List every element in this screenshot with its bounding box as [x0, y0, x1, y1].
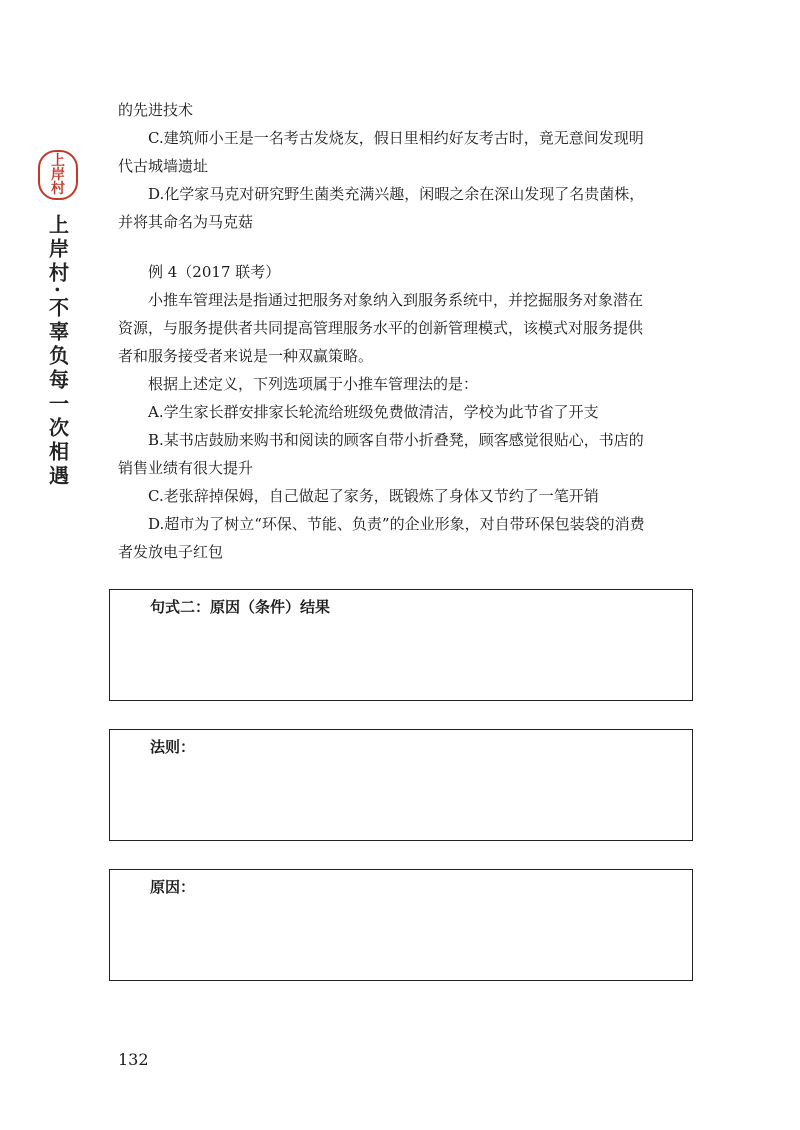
option-d: D.超市为了树立“环保、节能、负责”的企业形象，对自带环保包装袋的消费	[148, 515, 645, 533]
sidebar	[36, 150, 80, 489]
box-label: 句式二：原因（条件）结果	[150, 598, 331, 616]
page-number: 132	[118, 1050, 149, 1069]
sidebar-slogan: 上岸村·不辜负每一次相遇	[45, 214, 70, 489]
question-stem: 根据上述定义，下列选项属于小推车管理法的是：	[148, 375, 479, 393]
example-title: 例 4（2017 联考）	[148, 263, 281, 281]
box-label: 法则：	[150, 738, 196, 756]
seal-logo	[38, 150, 78, 200]
option-d-continued: 者发放电子红包	[118, 543, 224, 561]
notes-box-rule	[109, 729, 693, 841]
definition-line: 小推车管理法是指通过把服务对象纳入到服务系统中，并挖掘服务对象潜在	[148, 291, 644, 309]
seal-char: 岸	[51, 167, 65, 183]
page-content	[118, 96, 692, 566]
notes-box-reason	[109, 869, 693, 981]
definition-line: 资源，与服务提供者共同提高管理服务水平的创新管理模式，该模式对服务提供	[118, 319, 644, 337]
seal-char: 上	[51, 153, 65, 169]
option-c: C.老张辞掉保姆，自己做起了家务，既锻炼了身体又节约了一笔开销	[148, 487, 599, 505]
option-b-continued: 销售业绩有很大提升	[118, 459, 254, 477]
option-a: A.学生家长群安排家长轮流给班级免费做清洁，学校为此节省了开支	[148, 403, 599, 421]
box-label: 原因：	[150, 878, 196, 896]
text-line: 的先进技术	[118, 101, 194, 119]
notes-box-sentence-pattern	[109, 589, 693, 701]
option-b: B.某书店鼓励来购书和阅读的顾客自带小折叠凳，顾客感觉很贴心，书店的	[148, 431, 644, 449]
definition-line: 者和服务接受者来说是一种双赢策略。	[118, 347, 374, 365]
option-c: C.建筑师小王是一名考古发烧友，假日里相约好友考古时，竟无意间发现明	[148, 129, 644, 147]
text-line: 代古城墙遗址	[118, 157, 209, 175]
option-d: D.化学家马克对研究野生菌类充满兴趣，闲暇之余在深山发现了名贵菌株，	[148, 185, 645, 203]
seal-char: 村	[51, 181, 65, 197]
text-line: 并将其命名为马克菇	[118, 213, 254, 231]
